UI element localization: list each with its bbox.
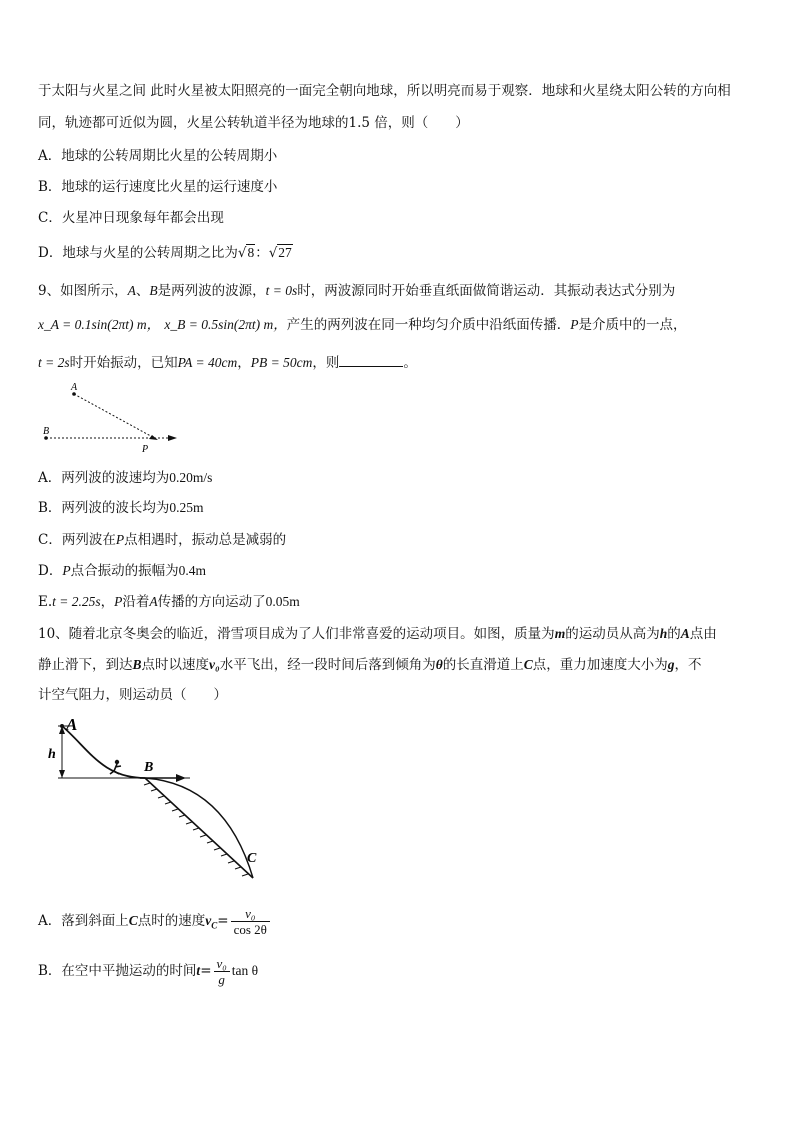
var-a: A bbox=[680, 626, 690, 641]
ratio-sep: ： bbox=[255, 245, 269, 261]
q10-text: 水平飞出，经一段时间后落到倾角为 bbox=[219, 657, 436, 673]
label-h: h bbox=[48, 747, 56, 762]
velocity-arrow-head bbox=[176, 774, 186, 782]
q9-stem-line-2 bbox=[38, 315, 687, 335]
var-p: P bbox=[570, 317, 579, 332]
q8-option-d-radicand-a: 8 bbox=[247, 245, 255, 260]
var-t: t bbox=[196, 963, 201, 978]
q9-option-b-text: B．两列波的波长均为 bbox=[38, 500, 170, 516]
incline-hatching bbox=[144, 783, 248, 876]
q10-stem-line-1 bbox=[38, 624, 717, 644]
q9-option-a bbox=[38, 468, 212, 488]
q9-option-c-text: C．两列波在 bbox=[38, 532, 116, 548]
var-p: P bbox=[115, 532, 125, 547]
q9-option-a-value: 0.20m/s bbox=[169, 470, 213, 485]
equals-sign: = bbox=[200, 963, 212, 979]
q8-stem-line-2: 同，轨迹都可近似为圆，火星公转轨道半径为地球的1.5 倍，则（ ） bbox=[38, 115, 469, 131]
q10-ski-figure bbox=[40, 712, 270, 882]
label-p: P bbox=[142, 444, 149, 454]
q9-option-b-value: 0.25m bbox=[169, 500, 204, 515]
answer-blank bbox=[339, 352, 403, 367]
q9-option-c bbox=[38, 530, 286, 550]
fraction-vc bbox=[231, 906, 270, 937]
sqrt-sign: √ bbox=[268, 245, 278, 261]
q8-option-c: C．火星冲日现象每年都会出现 bbox=[38, 210, 224, 226]
q9-option-e bbox=[38, 592, 300, 612]
q9-text: 时开始振动，已知 bbox=[69, 355, 178, 371]
distance-pb: PB = 50cm bbox=[250, 355, 313, 370]
var-p: P bbox=[114, 594, 123, 609]
q9-option-e-value: 0.05m bbox=[265, 594, 300, 609]
q10-text: 的 bbox=[667, 626, 681, 642]
equals-sign: = bbox=[217, 913, 229, 929]
q10-option-b-text: B．在空中平抛运动的时间 bbox=[38, 963, 197, 979]
label-a: A bbox=[66, 715, 78, 734]
var-h: h bbox=[659, 626, 668, 641]
q10-option-a bbox=[38, 905, 272, 942]
distance-pa: PA = 40cm bbox=[177, 355, 238, 370]
fraction-numerator: v₀ bbox=[214, 956, 230, 972]
q10-text: 的长直滑道上 bbox=[442, 657, 524, 673]
label-c: C bbox=[247, 851, 257, 866]
label-b: B bbox=[43, 426, 50, 437]
q10-stem-line-2 bbox=[38, 655, 702, 675]
fraction-t bbox=[214, 956, 230, 987]
height-arrow-down bbox=[59, 770, 65, 778]
var-g: g bbox=[667, 657, 675, 672]
q8-option-d-radicand-b: 27 bbox=[278, 245, 292, 260]
q10-text: 的运动员从高为 bbox=[565, 626, 660, 642]
q10-text: 点时以速度 bbox=[141, 657, 210, 673]
q9-text: 是两列波的波源， bbox=[157, 283, 266, 299]
tan-theta: tan θ bbox=[231, 963, 259, 978]
q9-text: 9、如图所示， bbox=[38, 283, 128, 299]
q9-text: 是介质中的一点， bbox=[578, 317, 687, 333]
arrow-b bbox=[168, 435, 177, 441]
var-p: P bbox=[62, 563, 71, 578]
q8-option-d-text: D．地球与火星的公转周期之比为 bbox=[38, 245, 238, 261]
subscript-c: C bbox=[211, 920, 218, 931]
q9-option-e-text: 传播的方向运动了 bbox=[157, 594, 266, 610]
arrow-a bbox=[149, 435, 158, 440]
q9-option-e-text: 沿着 bbox=[122, 594, 150, 610]
q10-text: 10、随着北京冬奥会的临近，滑雪项目成为了人们非常喜爱的运动项目。如图，质量为 bbox=[38, 626, 555, 642]
q9-text: ，则 bbox=[312, 355, 340, 371]
q8-option-a: A．地球的公转周期比火星的公转周期小 bbox=[38, 148, 278, 164]
var-theta: θ bbox=[435, 657, 443, 672]
q10-text: 静止滑下，到达 bbox=[38, 657, 133, 673]
label-a: A bbox=[71, 382, 78, 393]
fraction-denominator: cos 2θ bbox=[233, 922, 267, 937]
point-a bbox=[60, 724, 64, 728]
q8-option-b: B．地球的运行速度比火星的运行速度小 bbox=[38, 179, 278, 195]
time-expr: t = 2s bbox=[38, 355, 70, 370]
q9-option-a-text: A．两列波的波速均为 bbox=[38, 470, 170, 486]
time-expr: t = 0s bbox=[265, 283, 298, 298]
q10-stem-line-3: 计空气阻力，则运动员（ ） bbox=[38, 687, 227, 703]
q8-option-d bbox=[38, 243, 293, 263]
q10-option-a-text: A．落到斜面上 bbox=[38, 913, 129, 929]
var-a: A bbox=[127, 283, 136, 298]
q10-text: ，不 bbox=[674, 657, 702, 673]
var-v: v bbox=[205, 913, 212, 928]
skier-icon bbox=[110, 760, 121, 774]
q9-stem-line-3 bbox=[38, 352, 417, 373]
var-c: C bbox=[128, 913, 138, 928]
var-m: m bbox=[554, 626, 566, 641]
q9-option-d-text: D． bbox=[38, 563, 63, 579]
q9-text: ， bbox=[237, 355, 251, 371]
q9-text: 。 bbox=[403, 355, 417, 371]
label-b: B bbox=[144, 760, 154, 775]
var-b: B bbox=[132, 657, 142, 672]
q9-option-b bbox=[38, 498, 204, 518]
q9-stem-line-1 bbox=[38, 281, 675, 301]
sqrt-sign: √ bbox=[237, 245, 247, 261]
fraction-denominator: g bbox=[218, 972, 225, 987]
equation-xa: x_A = 0.1sin(2πt) m， bbox=[38, 317, 161, 332]
q9-option-d-text: 点合振动的振幅为 bbox=[70, 563, 179, 579]
fraction-numerator: v₀ bbox=[231, 906, 270, 922]
q9-wave-figure bbox=[38, 382, 188, 454]
q9-text: 时，两波源同时开始垂直纸面做简谐运动．其振动表达式分别为 bbox=[297, 283, 676, 299]
time-expr: t = 2.25s bbox=[52, 594, 101, 609]
equation-xb: x_B = 0.5sin(2πt) m， bbox=[164, 317, 287, 332]
line-ap bbox=[74, 394, 158, 440]
q10-option-b bbox=[38, 955, 258, 987]
q9-option-e-text: E. bbox=[38, 594, 53, 610]
q8-stem-line-1: 于太阳与火星之间 此时火星被太阳照亮的一面完全朝向地球，所以明亮而易于观察．地球和火星绕太阳公转的方向相 bbox=[38, 83, 731, 99]
q9-option-d-value: 0.4m bbox=[178, 563, 206, 578]
q10-option-a-text: 点时的速度 bbox=[137, 913, 206, 929]
var-v0: v₀ bbox=[209, 657, 220, 672]
q10-text: 点由 bbox=[689, 626, 717, 642]
var-c: C bbox=[523, 657, 533, 672]
q9-option-e-text: ， bbox=[100, 594, 115, 610]
q10-text: 点，重力加速度大小为 bbox=[532, 657, 668, 673]
var-b: B bbox=[149, 283, 158, 298]
q9-option-c-text: 点相遇时，振动总是减弱的 bbox=[124, 532, 287, 548]
var-a: A bbox=[149, 594, 158, 609]
q9-text: 产生的两列波在同一种均匀介质中沿纸面传播． bbox=[286, 317, 571, 333]
q9-text: 、 bbox=[135, 283, 150, 299]
q9-option-d bbox=[38, 561, 206, 581]
